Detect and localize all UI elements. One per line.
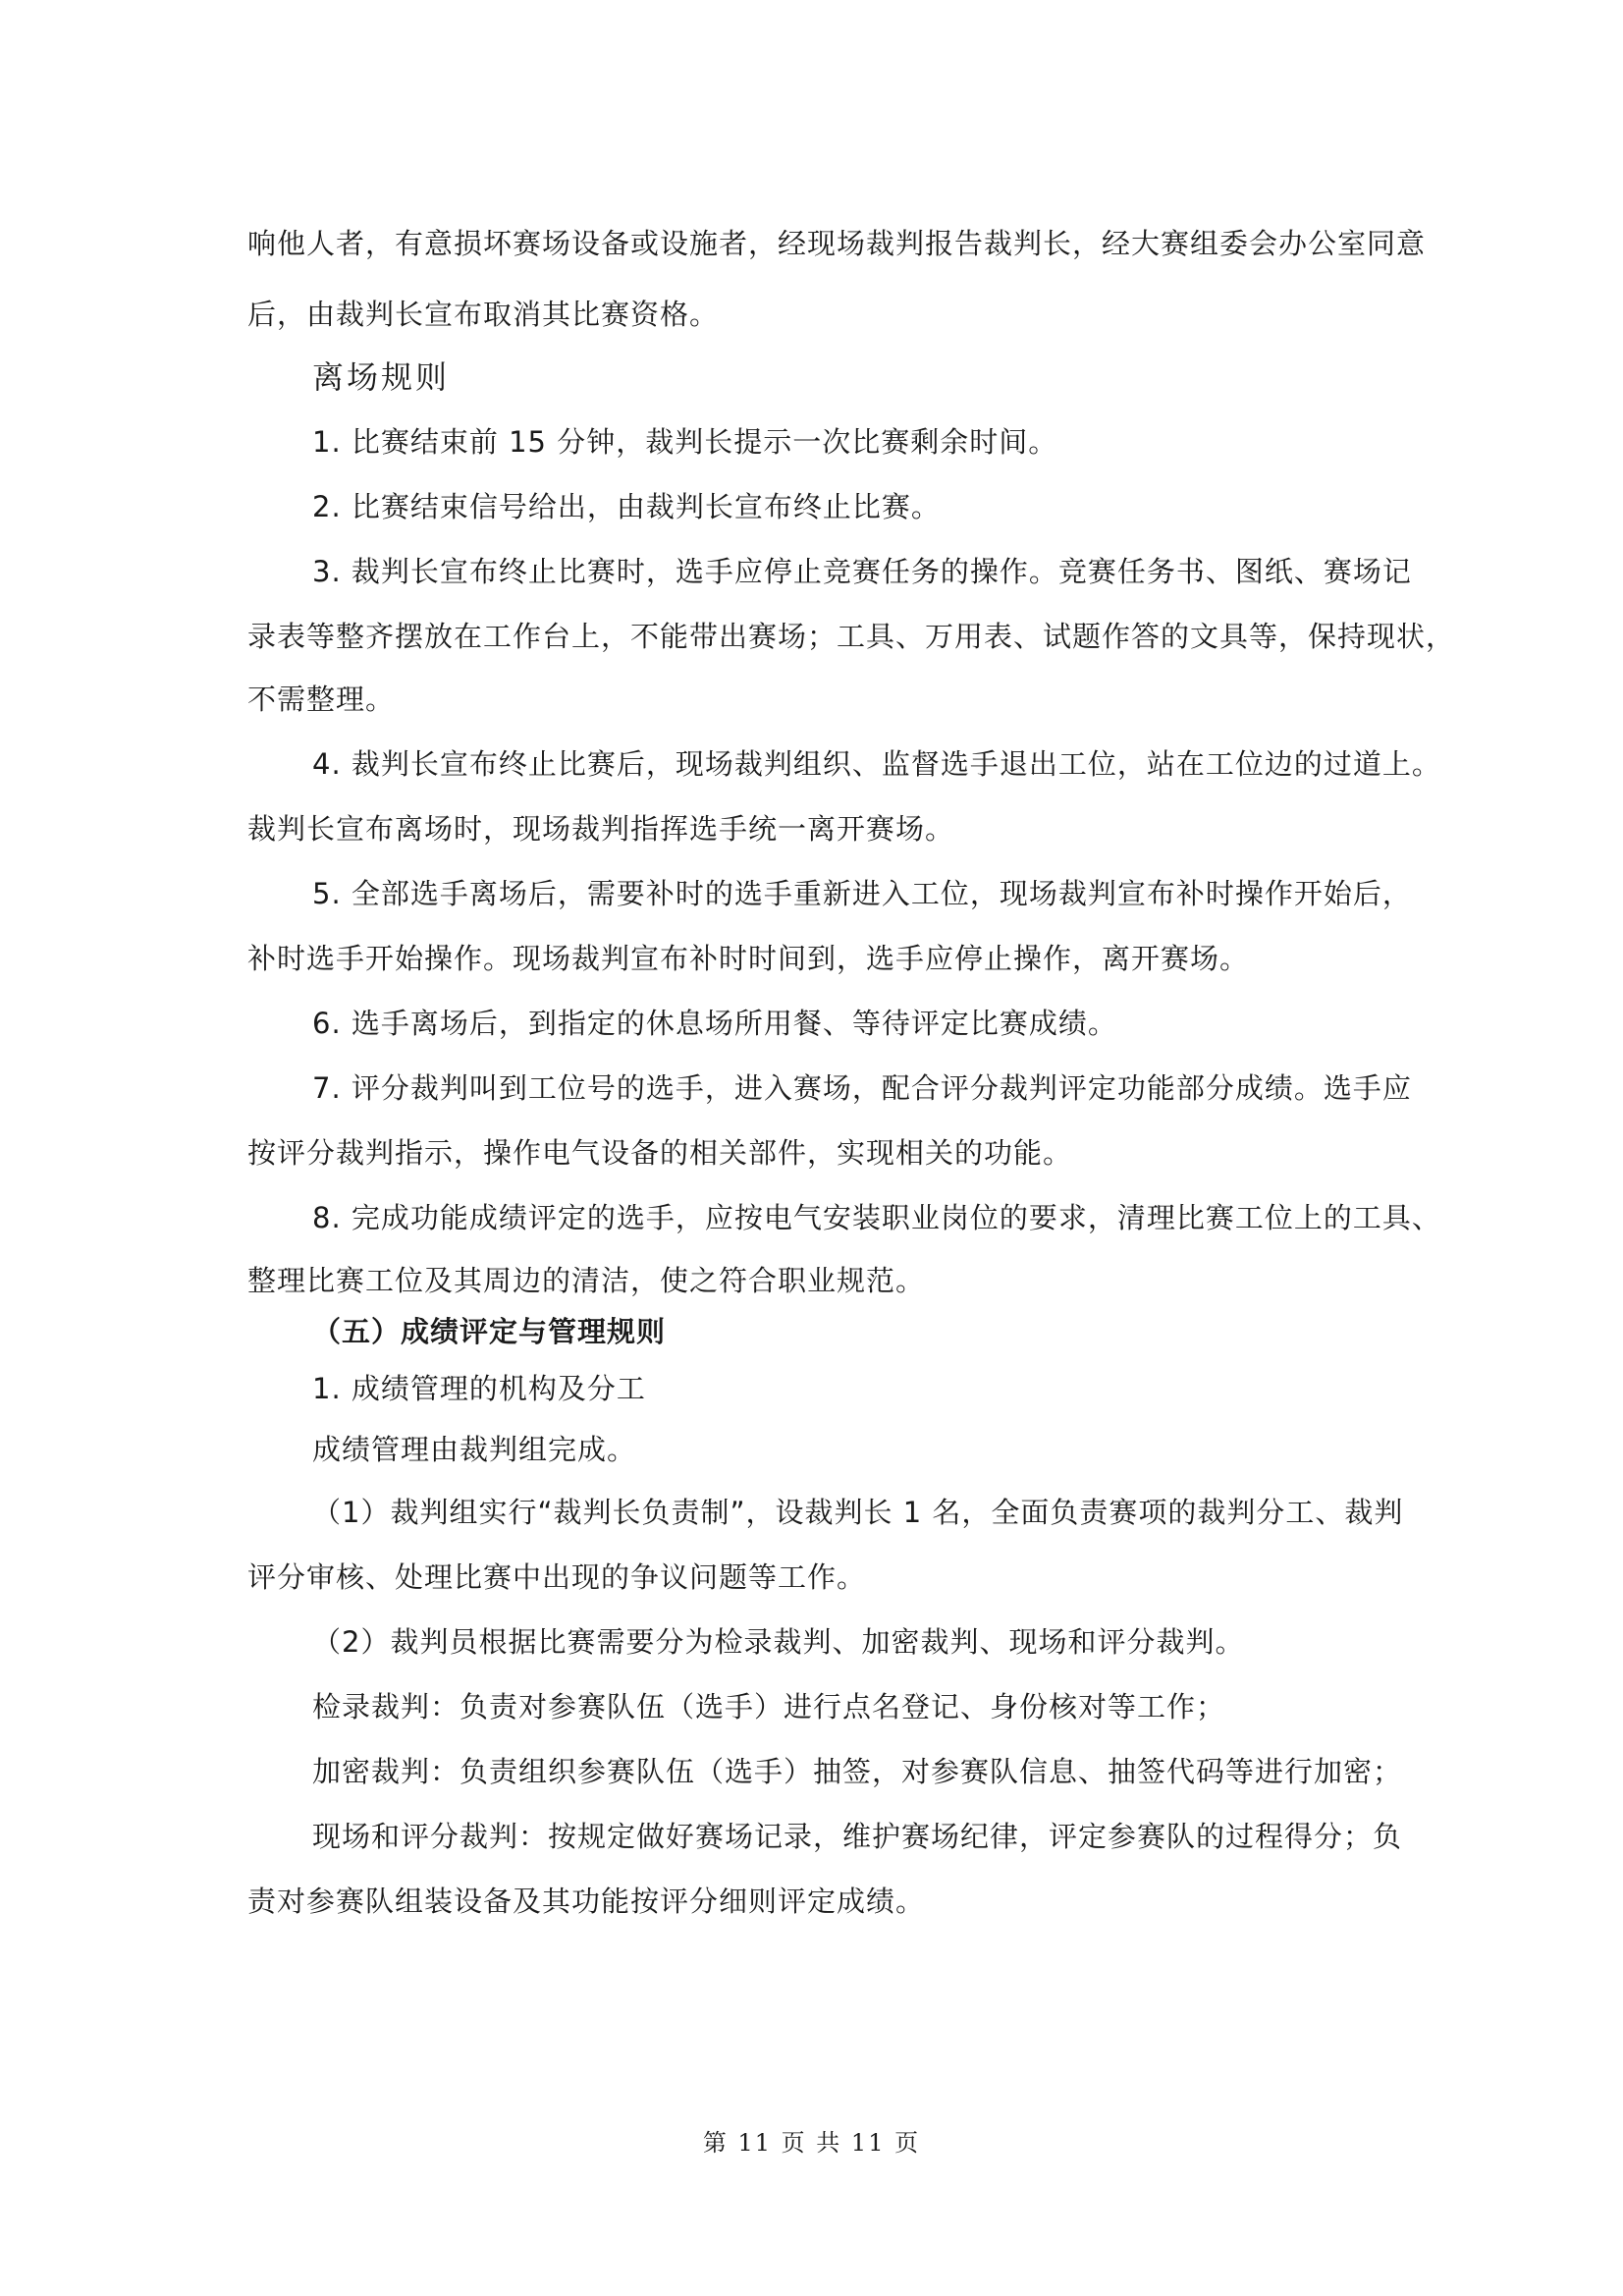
section-heading: （五）成绩评定与管理规则 bbox=[312, 1315, 667, 1348]
list-item: 1. 比赛结束前 15 分钟，裁判长提示一次比赛剩余时间。 bbox=[312, 425, 1058, 459]
paragraph-line: 现场和评分裁判：按规定做好赛场记录，维护赛场纪律，评定参赛队的过程得分；负 bbox=[312, 1820, 1403, 1853]
paragraph-line: 检录裁判：负责对参赛队伍（选手）进行点名登记、身份核对等工作； bbox=[312, 1690, 1226, 1723]
paragraph-line: 录表等整齐摆放在工作台上，不能带出赛场；工具、万用表、试题作答的文具等，保持现状， bbox=[247, 620, 1456, 653]
list-item: 6. 选手离场后，到指定的休息场所用餐、等待评定比赛成绩。 bbox=[312, 1007, 1117, 1040]
paragraph-line: 不需整理。 bbox=[247, 683, 396, 716]
paragraph-line: 责对参赛队组装设备及其功能按评分细则评定成绩。 bbox=[247, 1885, 926, 1918]
paragraph-line: 整理比赛工位及其周边的清洁，使之符合职业规范。 bbox=[247, 1264, 926, 1297]
paragraph-line: （1）裁判组实行“裁判长负责制”，设裁判长 1 名，全面负责赛项的裁判分工、裁判 bbox=[312, 1496, 1404, 1529]
list-item: 5. 全部选手离场后，需要补时的选手重新进入工位，现场裁判宣布补时操作开始后， bbox=[312, 877, 1412, 910]
list-item: 3. 裁判长宣布终止比赛时，选手应停止竞赛任务的操作。竞赛任务书、图纸、赛场记 bbox=[312, 555, 1412, 588]
paragraph-line: 后，由裁判长宣布取消其比赛资格。 bbox=[247, 298, 720, 331]
paragraph-line: 裁判长宣布离场时，现场裁判指挥选手统一离开赛场。 bbox=[247, 812, 955, 846]
paragraph-line: 响他人者，有意损坏赛场设备或设施者，经现场裁判报告裁判长，经大赛组委会办公室同意 bbox=[247, 227, 1427, 260]
paragraph-line: 成绩管理由裁判组完成。 bbox=[312, 1433, 637, 1466]
list-item: 8. 完成功能成绩评定的选手，应按电气安装职业岗位的要求，清理比赛工位上的工具、 bbox=[312, 1201, 1441, 1234]
list-item: 7. 评分裁判叫到工位号的选手，进入赛场，配合评分裁判评定功能部分成绩。选手应 bbox=[312, 1071, 1412, 1105]
paragraph-line: （2）裁判员根据比赛需要分为检录裁判、加密裁判、现场和评分裁判。 bbox=[312, 1625, 1245, 1659]
paragraph-line: 加密裁判：负责组织参赛队伍（选手）抽签，对参赛队信息、抽签代码等进行加密； bbox=[312, 1755, 1403, 1788]
paragraph-line: 补时选手开始操作。现场裁判宣布补时时间到，选手应停止操作，离开赛场。 bbox=[247, 942, 1250, 975]
list-item: 4. 裁判长宣布终止比赛后，现场裁判组织、监督选手退出工位，站在工位边的过道上。 bbox=[312, 747, 1441, 781]
paragraph-line: 按评分裁判指示，操作电气设备的相关部件，实现相关的功能。 bbox=[247, 1136, 1073, 1170]
section-heading: 离场规则 bbox=[312, 358, 451, 396]
page-footer: 第 11 页 共 11 页 bbox=[702, 2129, 921, 2157]
list-item: 1. 成绩管理的机构及分工 bbox=[312, 1372, 646, 1405]
list-item: 2. 比赛结束信号给出，由裁判长宣布终止比赛。 bbox=[312, 490, 941, 523]
paragraph-line: 评分审核、处理比赛中出现的争议问题等工作。 bbox=[247, 1560, 867, 1594]
